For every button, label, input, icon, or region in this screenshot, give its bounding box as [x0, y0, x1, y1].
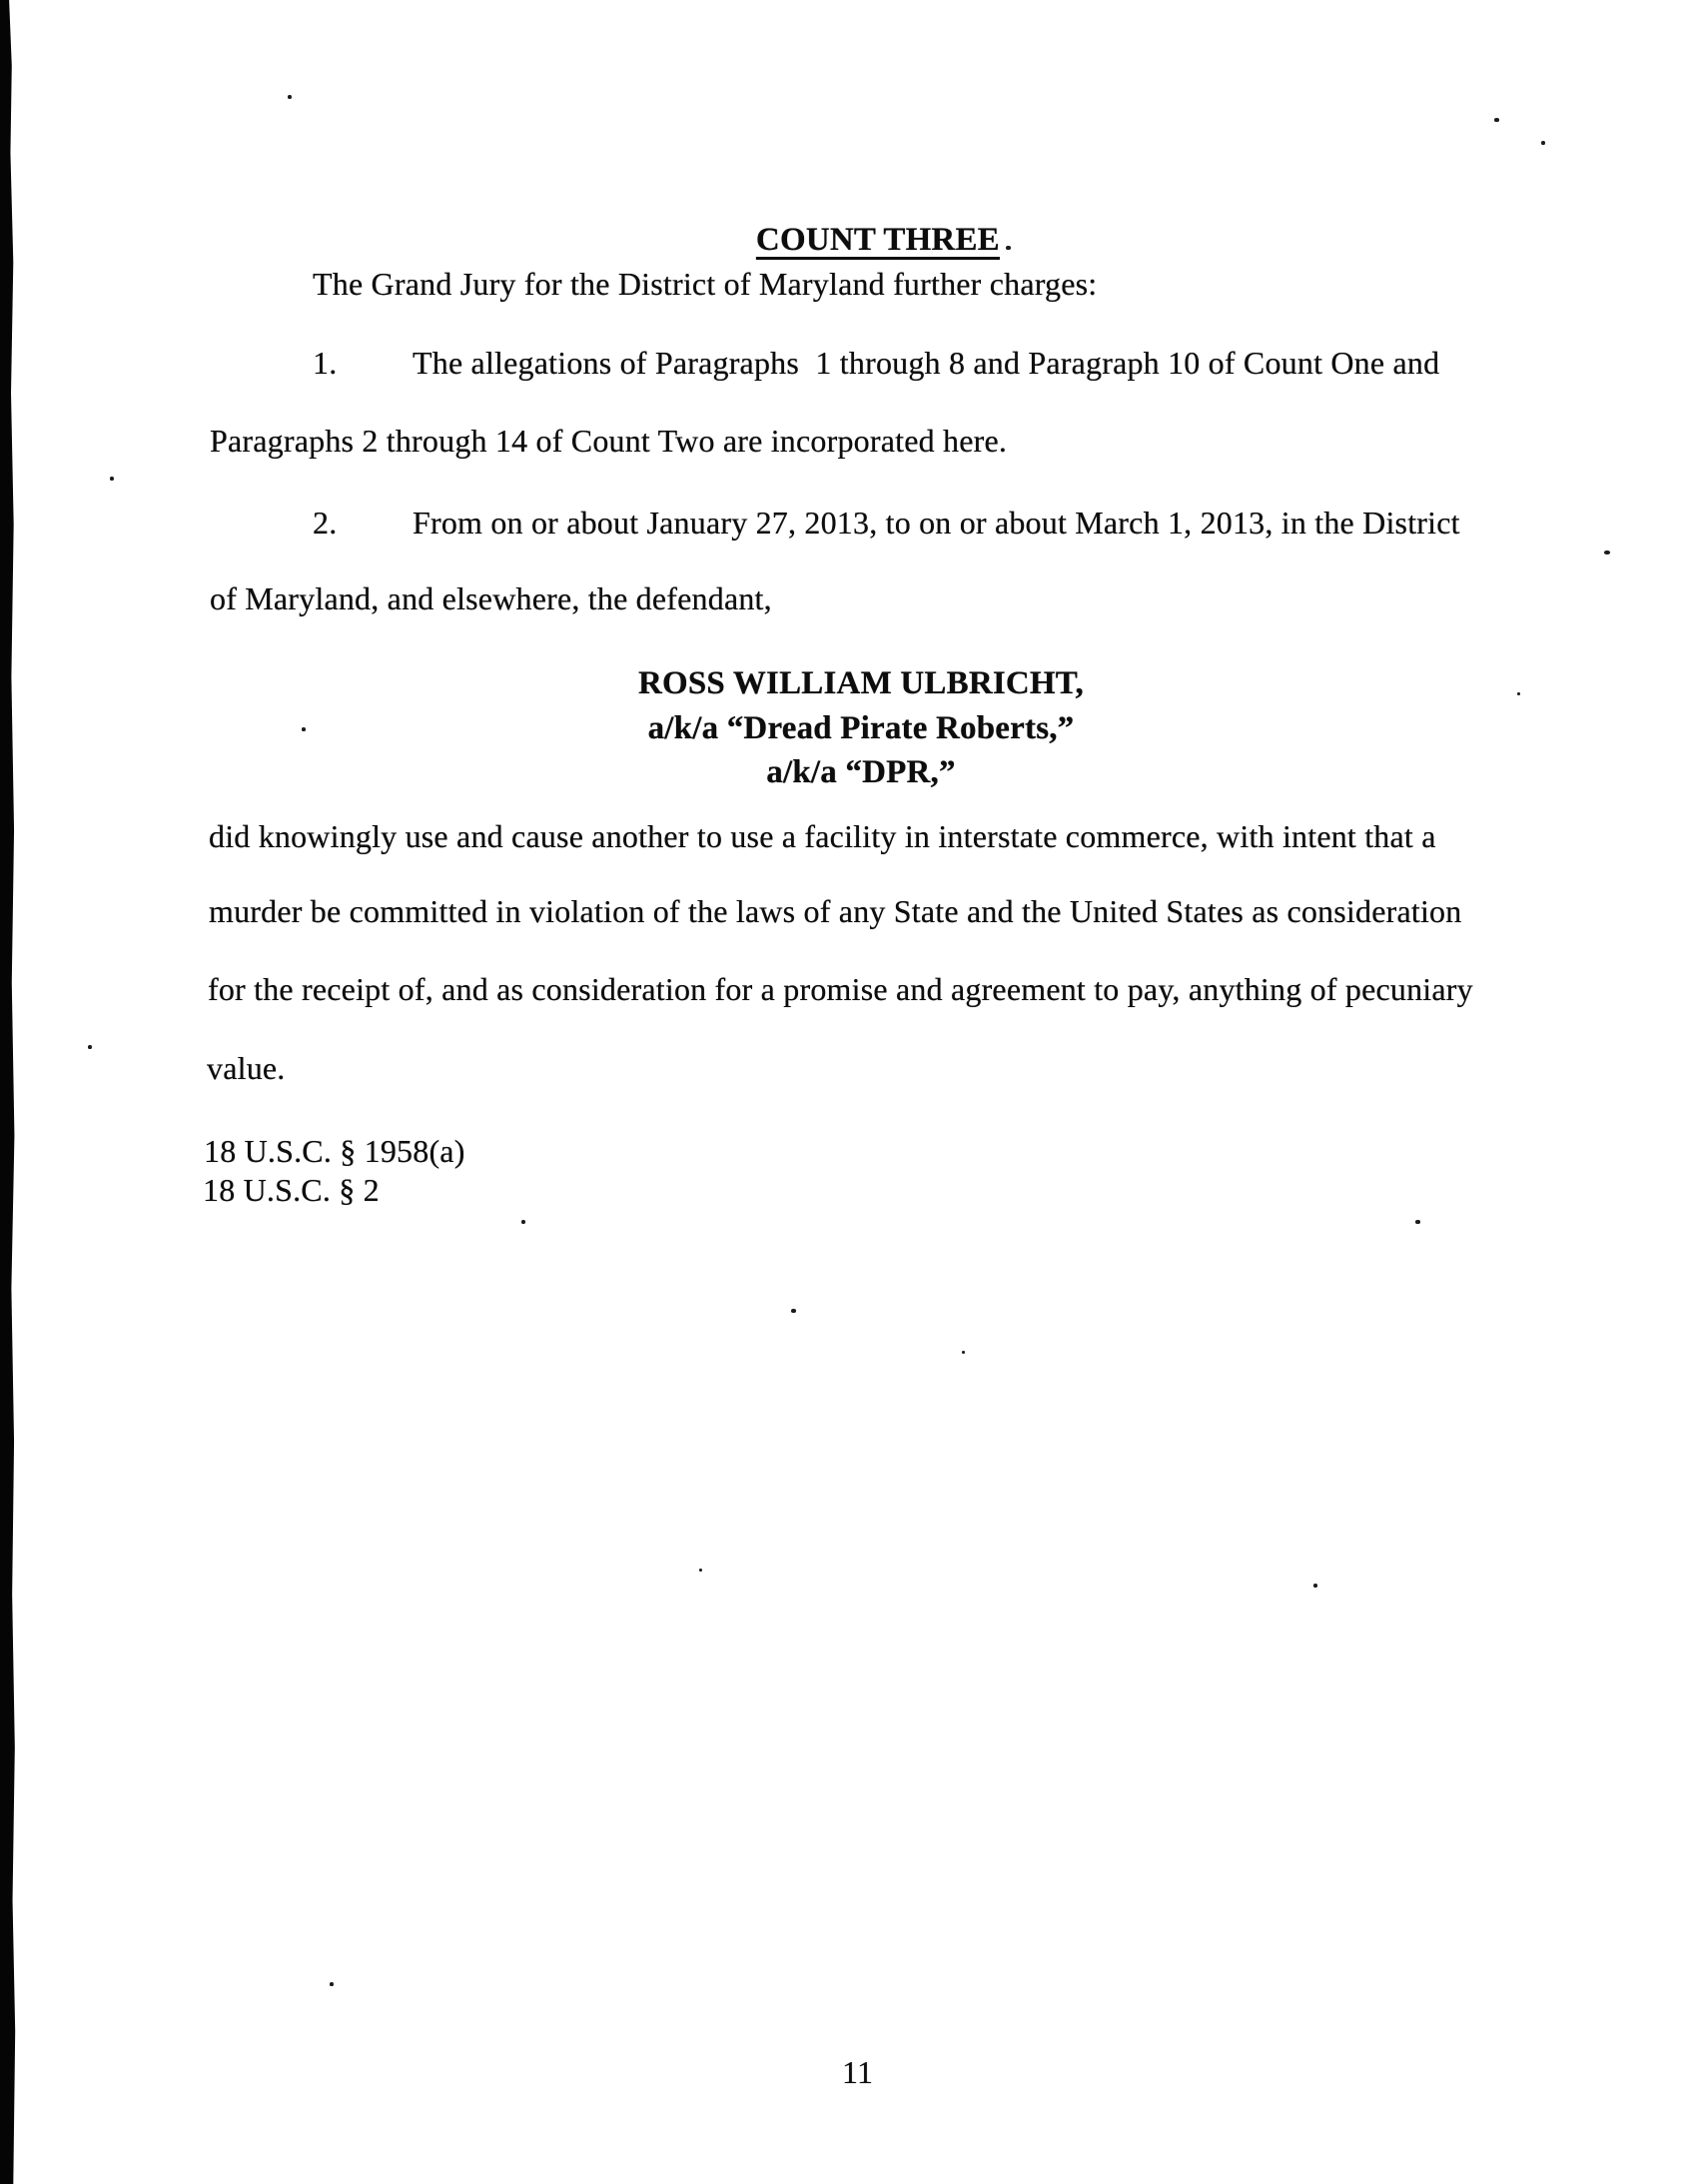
paragraph-2-number: 2.: [313, 505, 338, 541]
charge-line-1: did knowingly use and cause another to use a facility in interstate commerce, with intent that a: [209, 818, 1436, 854]
page-number: 11: [842, 2054, 874, 2090]
scan-speckle: [110, 477, 114, 481]
charge-line-3: for the receipt of, and as consideration for a promise and agreement to pay, anything of pecuniary: [208, 971, 1473, 1007]
defendant-alias-line-1: a/k/a “Dread Pirate Roberts,”: [647, 710, 1075, 746]
defendant-name-line: ROSS WILLIAM ULBRICHT,: [637, 665, 1085, 701]
paragraph-1-line-2: Paragraphs 2 through 14 of Count Two are incorporated here.: [210, 423, 1008, 459]
paragraph-1-number: 1.: [313, 345, 338, 381]
scan-speckle: [521, 1220, 525, 1224]
scan-speckle: [1006, 246, 1011, 250]
scan-speckle: [1517, 692, 1520, 695]
scan-speckle: [1604, 550, 1610, 554]
scan-speckle: [1415, 1220, 1420, 1224]
charge-line-2: murder be committed in violation of the laws of any State and the United States as consideration: [209, 893, 1462, 929]
scan-speckle: [699, 1569, 702, 1572]
scan-speckle: [1313, 1584, 1317, 1588]
paragraph-1-line-1: The allegations of Paragraphs 1 through 8 and Paragraph 10 of Count One and: [413, 345, 1440, 381]
scan-speckle: [962, 1351, 965, 1354]
scan-speckle: [302, 727, 306, 731]
count-heading-text: COUNT THREE: [755, 222, 1000, 258]
paragraph-2-line-2: of Maryland, and elsewhere, the defendant,: [210, 580, 772, 616]
statute-citation-2: 18 U.S.C. § 2: [203, 1172, 380, 1208]
statute-citation-1: 18 U.S.C. § 1958(a): [204, 1133, 465, 1169]
scan-speckle: [791, 1309, 796, 1313]
scan-speckle: [288, 95, 292, 99]
scan-speckle: [88, 1045, 92, 1049]
scan-speckle: [1541, 141, 1545, 145]
intro-line: The Grand Jury for the District of Maryland further charges:: [313, 266, 1098, 302]
defendant-alias-line-2: a/k/a “DPR,”: [766, 754, 956, 790]
scan-speckle: [330, 1982, 334, 1986]
scan-edge-artifact: [0, 0, 19, 2184]
paragraph-2-line-1: From on or about January 27, 2013, to on or about March 1, 2013, in the District: [413, 505, 1460, 541]
scan-speckle: [1494, 118, 1499, 122]
charge-line-4: value.: [207, 1050, 286, 1086]
